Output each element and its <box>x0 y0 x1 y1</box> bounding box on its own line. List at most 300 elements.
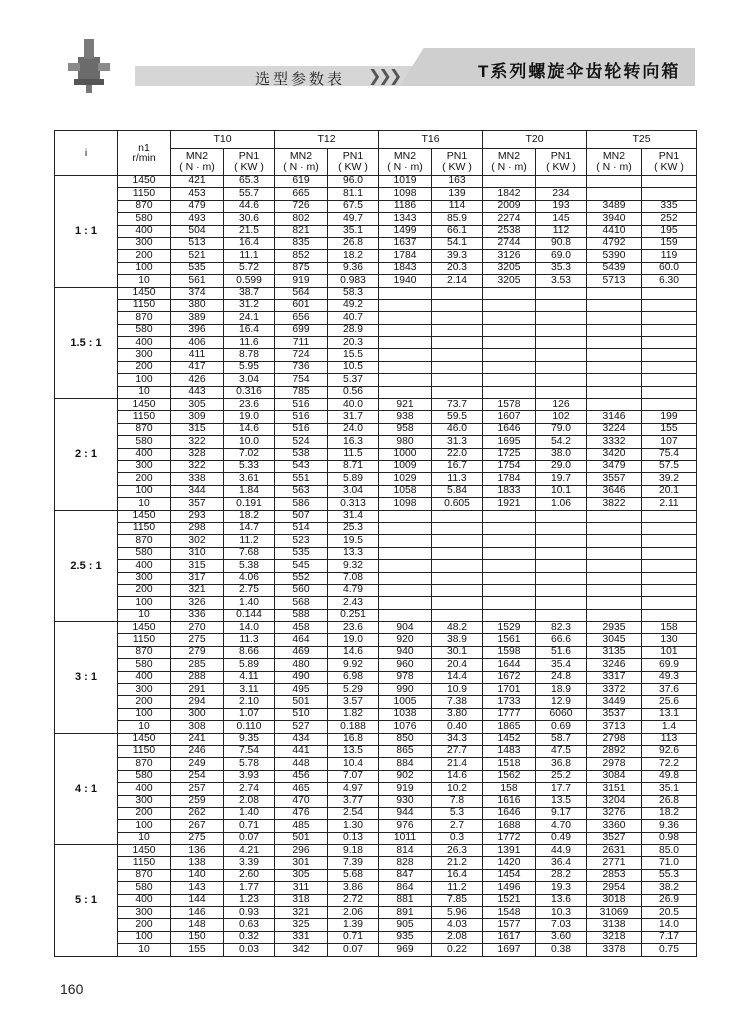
table-cell: 1.40 <box>224 807 275 819</box>
table-cell: 2.08 <box>224 795 275 807</box>
table-cell: 100 <box>118 374 171 386</box>
table-cell: 1.84 <box>224 485 275 497</box>
table-cell: 3557 <box>587 473 642 485</box>
table-cell: 49.8 <box>642 770 697 782</box>
table-cell: 24.1 <box>224 312 275 324</box>
table-cell: 619 <box>275 176 328 188</box>
table-cell: 44.9 <box>536 845 587 857</box>
table-cell: 421 <box>171 176 224 188</box>
table-row <box>55 299 697 311</box>
table-cell: 960 <box>379 659 432 671</box>
table-cell: 1646 <box>483 423 536 435</box>
table-row <box>55 460 697 472</box>
table-cell: 14.6 <box>432 770 483 782</box>
table-cell: 1391 <box>483 845 536 857</box>
table-cell: 400 <box>118 448 171 460</box>
table-cell <box>587 572 642 584</box>
table-cell: 6060 <box>536 708 587 720</box>
table-cell: 1562 <box>483 770 536 782</box>
table-cell: 2631 <box>587 845 642 857</box>
table-cell <box>642 188 697 200</box>
table-cell: 1450 <box>118 622 171 634</box>
table-cell: 259 <box>171 795 224 807</box>
table-cell: 200 <box>118 361 171 373</box>
table-cell: 480 <box>275 659 328 671</box>
page-title: T系列螺旋伞齿轮转向箱 <box>478 62 681 81</box>
table-cell: 102 <box>536 411 587 423</box>
table-cell: 2538 <box>483 225 536 237</box>
table-cell <box>587 312 642 324</box>
table-cell: 3317 <box>587 671 642 683</box>
table-cell: 73.7 <box>432 399 483 411</box>
table-cell: 0.63 <box>224 919 275 931</box>
table-cell <box>536 287 587 299</box>
table-cell: 148 <box>171 919 224 931</box>
table-row <box>55 832 697 844</box>
table-cell: 448 <box>275 758 328 770</box>
table-row <box>55 820 697 832</box>
table-cell <box>642 609 697 621</box>
table-cell: 7.03 <box>536 919 587 931</box>
table-cell: 2.43 <box>328 597 379 609</box>
table-cell: 513 <box>171 237 224 249</box>
table-row <box>55 684 697 696</box>
table-cell: 92.6 <box>642 745 697 757</box>
ratio-cell: 1.5 : 1 <box>55 287 118 399</box>
table-cell: 66.1 <box>432 225 483 237</box>
table-cell: 275 <box>171 634 224 646</box>
table-row <box>55 237 697 249</box>
table-cell: 580 <box>118 770 171 782</box>
table-cell: 66.6 <box>536 634 587 646</box>
table-cell: 3.53 <box>536 275 587 287</box>
table-cell: 13.1 <box>642 708 697 720</box>
table-cell: 146 <box>171 907 224 919</box>
table-cell: 37.6 <box>642 684 697 696</box>
table-cell: 3537 <box>587 708 642 720</box>
table-cell: 338 <box>171 473 224 485</box>
table-cell: 580 <box>118 213 171 225</box>
table-cell: 902 <box>379 770 432 782</box>
table-cell: 69.0 <box>536 250 587 262</box>
table-cell: 252 <box>642 213 697 225</box>
table-cell: 4.11 <box>224 671 275 683</box>
table-cell: 11.2 <box>432 882 483 894</box>
table-cell <box>642 386 697 398</box>
table-cell: 1617 <box>483 931 536 943</box>
table-cell: 406 <box>171 337 224 349</box>
table-cell: 4.79 <box>328 584 379 596</box>
table-cell <box>379 324 432 336</box>
table-cell: 85.0 <box>642 845 697 857</box>
table-cell <box>642 287 697 299</box>
table-cell: 21.2 <box>432 857 483 869</box>
table-cell: 1483 <box>483 745 536 757</box>
table-cell: 57.5 <box>642 460 697 472</box>
table-cell: 145 <box>536 213 587 225</box>
table-cell: 49.3 <box>642 671 697 683</box>
table-cell: 100 <box>118 931 171 943</box>
table-cell <box>642 349 697 361</box>
table-row <box>55 448 697 460</box>
table-row <box>55 584 697 596</box>
table-cell <box>379 522 432 534</box>
table-cell: 875 <box>275 262 328 274</box>
table-cell <box>536 597 587 609</box>
table-cell: 1.40 <box>224 597 275 609</box>
table-cell: 119 <box>642 250 697 262</box>
page-number: 160 <box>60 981 84 997</box>
table-cell: 14.7 <box>224 522 275 534</box>
table-cell: 976 <box>379 820 432 832</box>
table-cell: 1150 <box>118 857 171 869</box>
table-cell <box>432 386 483 398</box>
table-cell: 1616 <box>483 795 536 807</box>
table-cell: 69.9 <box>642 659 697 671</box>
table-cell: 22.0 <box>432 448 483 460</box>
table-cell: 1637 <box>379 237 432 249</box>
table-cell: 1865 <box>483 721 536 733</box>
header-model: T20 <box>483 131 587 149</box>
table-cell: 300 <box>118 907 171 919</box>
table-cell: 785 <box>275 386 328 398</box>
table-cell: 17.7 <box>536 783 587 795</box>
table-cell: 560 <box>275 584 328 596</box>
table-cell: 3204 <box>587 795 642 807</box>
table-cell: 24.0 <box>328 423 379 435</box>
table-cell: 1646 <box>483 807 536 819</box>
table-cell: 19.3 <box>536 882 587 894</box>
table-cell <box>432 510 483 522</box>
table-cell: 2.72 <box>328 894 379 906</box>
table-cell: 126 <box>536 399 587 411</box>
table-cell: 11.5 <box>328 448 379 460</box>
table-cell: 580 <box>118 547 171 559</box>
table-cell <box>483 560 536 572</box>
table-cell: 38.9 <box>432 634 483 646</box>
table-row <box>55 411 697 423</box>
table-cell: 9.92 <box>328 659 379 671</box>
table-row <box>55 758 697 770</box>
table-cell: 1454 <box>483 869 536 881</box>
table-cell: 1019 <box>379 176 432 188</box>
table-cell: 36.4 <box>536 857 587 869</box>
ratio-cell: 4 : 1 <box>55 733 118 845</box>
table-cell: 400 <box>118 894 171 906</box>
table-cell: 3.60 <box>536 931 587 943</box>
table-cell <box>642 510 697 522</box>
table-cell <box>432 324 483 336</box>
table-cell: 389 <box>171 312 224 324</box>
table-cell: 10.4 <box>328 758 379 770</box>
table-cell: 1772 <box>483 832 536 844</box>
table-cell: 21.4 <box>432 758 483 770</box>
table-row <box>55 176 697 188</box>
table-cell: 100 <box>118 485 171 497</box>
table-cell: 23.6 <box>328 622 379 634</box>
table-cell: 821 <box>275 225 328 237</box>
table-cell: 35.1 <box>328 225 379 237</box>
table-cell: 870 <box>118 535 171 547</box>
table-cell: 4792 <box>587 237 642 249</box>
table-cell: 25.3 <box>328 522 379 534</box>
table-cell: 285 <box>171 659 224 671</box>
table-cell: 935 <box>379 931 432 943</box>
table-row <box>55 745 697 757</box>
table-cell: 479 <box>171 200 224 212</box>
table-cell: 10 <box>118 832 171 844</box>
table-row <box>55 931 697 943</box>
table-cell: 2009 <box>483 200 536 212</box>
table-cell: 13.3 <box>328 547 379 559</box>
table-cell <box>536 299 587 311</box>
table-cell: 100 <box>118 597 171 609</box>
table-cell <box>379 337 432 349</box>
table-cell: 200 <box>118 807 171 819</box>
table-cell: 1150 <box>118 411 171 423</box>
table-cell <box>483 361 536 373</box>
table-cell: 6.30 <box>642 275 697 287</box>
table-cell <box>379 547 432 559</box>
table-row <box>55 399 697 411</box>
table-cell: 296 <box>275 845 328 857</box>
table-row <box>55 919 697 931</box>
table-row <box>55 560 697 572</box>
table-cell: 300 <box>118 349 171 361</box>
table-cell: 321 <box>171 584 224 596</box>
table-cell: 0.71 <box>224 820 275 832</box>
table-cell: 29.0 <box>536 460 587 472</box>
table-cell: 434 <box>275 733 328 745</box>
table-cell: 476 <box>275 807 328 819</box>
table-cell: 1577 <box>483 919 536 931</box>
table-cell: 38.2 <box>642 882 697 894</box>
table-cell: 18.2 <box>642 807 697 819</box>
table-cell <box>483 522 536 534</box>
table-cell <box>483 535 536 547</box>
table-row <box>55 733 697 745</box>
table-cell: 25.2 <box>536 770 587 782</box>
table-cell <box>432 535 483 547</box>
table-cell: 25.6 <box>642 696 697 708</box>
table-cell: 551 <box>275 473 328 485</box>
table-cell: 1420 <box>483 857 536 869</box>
table-cell: 3489 <box>587 200 642 212</box>
table-cell: 143 <box>171 882 224 894</box>
table-cell <box>432 287 483 299</box>
table-cell <box>483 324 536 336</box>
table-cell: 665 <box>275 188 328 200</box>
selection-parameter-table <box>54 130 697 957</box>
table-cell: 279 <box>171 646 224 658</box>
table-cell: 67.5 <box>328 200 379 212</box>
table-cell: 300 <box>118 684 171 696</box>
table-cell: 16.4 <box>224 237 275 249</box>
table-cell: 852 <box>275 250 328 262</box>
ratio-cell: 5 : 1 <box>55 845 118 957</box>
table-cell <box>432 560 483 572</box>
table-cell: 3.57 <box>328 696 379 708</box>
table-cell: 417 <box>171 361 224 373</box>
table-cell: 79.0 <box>536 423 587 435</box>
table-cell: 101 <box>642 646 697 658</box>
table-cell: 538 <box>275 448 328 460</box>
table-cell <box>587 522 642 534</box>
table-cell: 905 <box>379 919 432 931</box>
table-cell: 1725 <box>483 448 536 460</box>
table-cell <box>483 547 536 559</box>
table-cell: 0.75 <box>642 944 697 956</box>
table-cell: 656 <box>275 312 328 324</box>
table-cell <box>587 287 642 299</box>
table-cell: 144 <box>171 894 224 906</box>
ratio-cell: 3 : 1 <box>55 622 118 734</box>
table-cell <box>432 361 483 373</box>
table-cell: 163 <box>432 176 483 188</box>
table-cell: 2853 <box>587 869 642 881</box>
table-cell: 5.68 <box>328 869 379 881</box>
table-cell: 1496 <box>483 882 536 894</box>
table-cell: 1607 <box>483 411 536 423</box>
table-cell: 155 <box>171 944 224 956</box>
table-cell: 580 <box>118 324 171 336</box>
table-cell: 26.8 <box>642 795 697 807</box>
table-cell: 891 <box>379 907 432 919</box>
table-cell: 24.8 <box>536 671 587 683</box>
table-cell: 835 <box>275 237 328 249</box>
table-cell: 318 <box>275 894 328 906</box>
ratio-cell: 1 : 1 <box>55 176 118 288</box>
table-cell <box>536 386 587 398</box>
table-cell: 10 <box>118 498 171 510</box>
table-cell <box>642 361 697 373</box>
table-cell: 16.4 <box>432 869 483 881</box>
table-cell: 374 <box>171 287 224 299</box>
header-i: i <box>55 131 118 176</box>
table-cell: 5.72 <box>224 262 275 274</box>
table-cell <box>587 399 642 411</box>
table-cell: 1452 <box>483 733 536 745</box>
table-cell: 325 <box>275 919 328 931</box>
table-cell: 588 <box>275 609 328 621</box>
table-cell: 5.95 <box>224 361 275 373</box>
table-cell: 3218 <box>587 931 642 943</box>
table-cell: 1186 <box>379 200 432 212</box>
table-cell: 736 <box>275 361 328 373</box>
table-cell <box>379 609 432 621</box>
table-cell: 3018 <box>587 894 642 906</box>
table-cell: 291 <box>171 684 224 696</box>
table-cell: 234 <box>536 188 587 200</box>
table-cell: 464 <box>275 634 328 646</box>
table-row <box>55 423 697 435</box>
table-cell: 1578 <box>483 399 536 411</box>
table-cell: 920 <box>379 634 432 646</box>
table-cell: 443 <box>171 386 224 398</box>
table-cell: 0.599 <box>224 275 275 287</box>
table-cell: 3.11 <box>224 684 275 696</box>
table-cell: 1940 <box>379 275 432 287</box>
table-cell: 978 <box>379 671 432 683</box>
table-cell <box>483 584 536 596</box>
table-cell: 11.1 <box>224 250 275 262</box>
table-cell: 938 <box>379 411 432 423</box>
table-cell: 0.144 <box>224 609 275 621</box>
table-cell: 158 <box>483 783 536 795</box>
table-cell: 302 <box>171 535 224 547</box>
table-cell: 10.1 <box>536 485 587 497</box>
table-cell: 7.02 <box>224 448 275 460</box>
table-cell <box>483 337 536 349</box>
table-cell: 0.251 <box>328 609 379 621</box>
table-cell <box>642 572 697 584</box>
table-row <box>55 349 697 361</box>
table-cell: 523 <box>275 535 328 547</box>
table-cell: 51.6 <box>536 646 587 658</box>
table-cell: 59.5 <box>432 411 483 423</box>
table-cell: 300 <box>118 237 171 249</box>
table-cell: 44.6 <box>224 200 275 212</box>
table-row <box>55 510 697 522</box>
table-cell: 19.5 <box>328 535 379 547</box>
table-cell: 0.13 <box>328 832 379 844</box>
table-cell: 711 <box>275 337 328 349</box>
table-cell: 0.98 <box>642 832 697 844</box>
table-cell: 3151 <box>587 783 642 795</box>
table-row <box>55 795 697 807</box>
table-cell: 493 <box>171 213 224 225</box>
table-cell: 322 <box>171 436 224 448</box>
table-cell <box>587 535 642 547</box>
table-cell: 1.23 <box>224 894 275 906</box>
table-cell: 0.49 <box>536 832 587 844</box>
table-cell: 400 <box>118 337 171 349</box>
table-cell: 31.7 <box>328 411 379 423</box>
table-cell: 545 <box>275 560 328 572</box>
table-row <box>55 572 697 584</box>
table-cell: 3135 <box>587 646 642 658</box>
table-cell: 344 <box>171 485 224 497</box>
table-cell: 305 <box>171 399 224 411</box>
table-cell: 315 <box>171 560 224 572</box>
table-cell: 2.7 <box>432 820 483 832</box>
table-cell: 3146 <box>587 411 642 423</box>
table-cell: 1005 <box>379 696 432 708</box>
table-cell: 563 <box>275 485 328 497</box>
table-cell: 2.06 <box>328 907 379 919</box>
table-cell: 1000 <box>379 448 432 460</box>
table-cell: 4.97 <box>328 783 379 795</box>
table-row <box>55 337 697 349</box>
table-cell: 3084 <box>587 770 642 782</box>
table-cell <box>483 374 536 386</box>
table-row <box>55 634 697 646</box>
gearbox-logo-icon <box>68 35 110 93</box>
table-cell: 65.3 <box>224 176 275 188</box>
table-cell: 47.5 <box>536 745 587 757</box>
table-cell: 39.3 <box>432 250 483 262</box>
table-cell: 396 <box>171 324 224 336</box>
table-cell: 1343 <box>379 213 432 225</box>
table-cell: 2954 <box>587 882 642 894</box>
table-cell: 1672 <box>483 671 536 683</box>
table-cell: 31069 <box>587 907 642 919</box>
table-cell: 71.0 <box>642 857 697 869</box>
table-cell: 293 <box>171 510 224 522</box>
table-cell: 726 <box>275 200 328 212</box>
table-cell <box>379 572 432 584</box>
table-row <box>55 721 697 733</box>
